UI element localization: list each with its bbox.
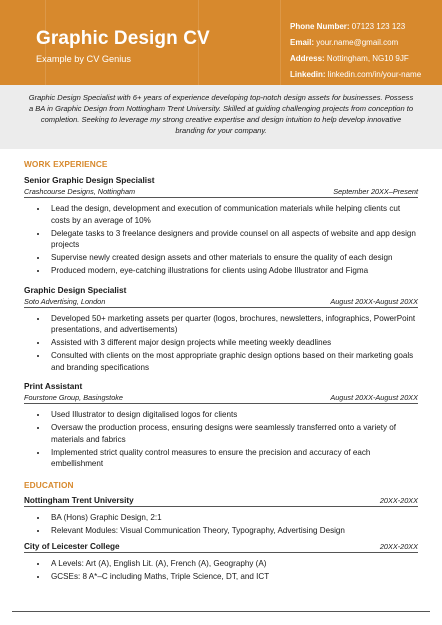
bullet-item: • Relevant Modules: Visual Communication Theory, Typography, Advertising Design [48,525,418,537]
section-title-work: WORK EXPERIENCE [24,159,108,169]
job-bullets [24,409,418,470]
bullet-item: • GCSEs: 8 A*–C including Maths, Triple Science, DT, and ICT [48,571,418,583]
job-meta [24,393,418,404]
job-entry [24,175,418,277]
bullet-item: • Assisted with 3 different major design projects while meeting weekly deadlines [48,337,418,349]
education-institution: Nottingham Trent University [24,495,134,505]
bullet-item: • Produced modern, eye-catching illustrations for clients using Adobe Illustrator and Figma [48,265,418,277]
contact-value: linkedin.com/in/your-name [327,70,422,79]
cv-content [0,159,442,583]
education-bullets [24,512,418,537]
contact-value: your.name@gmail.com [316,38,399,47]
footer-divider [12,611,430,612]
bullet-item: • A Levels: Art (A), English Lit. (A), French (A), Geography (A) [48,558,418,570]
job-bullets [24,203,418,277]
job-dates: August 20XX-August 20XX [330,393,418,402]
job-entry [24,381,418,470]
contact-label: Linkedin: [290,70,326,79]
header-decor-line [280,0,281,85]
education-header [24,542,418,553]
job-company: Crashcourse Designs, Nottingham [24,187,136,196]
contact-label: Phone Number: [290,22,350,31]
cv-subtitle: Example by CV Genius [36,54,131,64]
bullet-item: • BA (Hons) Graphic Design, 2:1 [48,512,418,524]
education-entry [24,542,418,583]
education-dates: 20XX-20XX [379,495,418,505]
bullet-item: • Developed 50+ marketing assets per quarter (logos, brochures, newsletters, infographics, PowerPoint presentations, and advertisements) [48,313,418,336]
job-meta [24,297,418,308]
bullet-item: • Delegate tasks to 3 freelance designers and provide counsel on all aspects of website and app design projects [48,228,418,251]
job-entry [24,285,418,374]
education-dates: 20XX-20XX [379,542,418,551]
education-bullets [24,558,418,583]
education-header [24,496,418,507]
education-entry [24,496,418,537]
bullet-item: • Consulted with clients on the most appropriate graphic design options based on their marketing goals and branding specifications [48,350,418,373]
bullet-item: • Lead the design, development and execution of communication materials while helping clients cut costs by an average of 10% [48,203,418,226]
contact-email [290,35,421,51]
job-role: Print Assistant [24,381,83,391]
bullet-item: • Used Illustrator to design digitalised logos for clients [48,409,418,421]
contact-linkedin [290,67,421,83]
contact-block [290,19,421,83]
job-company: Soto Advertising, London [24,296,106,306]
job-meta [24,187,418,198]
contact-label: Email: [290,38,315,47]
contact-address [290,51,421,67]
cv-header [0,0,442,85]
bullet-item: • Supervise newly created design assets and other materials to ensure the quality of each design [48,252,418,264]
cv-title: Graphic Design CV [36,28,210,49]
job-company: Fourstone Group, Basingstoke [24,393,123,402]
contact-phone [290,19,421,35]
profile-summary: Graphic Design Specialist with 6+ years of experience developing top-notch design assets for businesses. Possess a BA in Graphic Design from Nottingham Trent University. Skilled at guiding challenging projects from conception to completion. Seeking to leverage my strong creative expertise and design intuition to help develop innovative branding for your company. [0,85,442,149]
job-role: Graphic Design Specialist [24,284,127,295]
job-dates: August 20XX-August 20XX [330,296,418,306]
education-institution: City of Leicester College [24,542,120,551]
section-title-education: EDUCATION [24,479,74,490]
job-bullets [24,313,418,374]
bullet-item: • Oversaw the production process, ensuring designs were seamlessly transferred onto a variety of materials and fabrics [48,422,418,445]
bullet-item: • Implemented strict quality control measures to ensure the precision and accuracy of each embellishment [48,447,418,470]
job-role: Senior Graphic Design Specialist [24,175,155,185]
contact-value: 07123 123 123 [351,22,406,31]
contact-label: Address: [290,54,325,63]
job-dates: September 20XX–Present [333,187,418,196]
contact-value: Nottingham, NG10 9JF [326,54,409,63]
